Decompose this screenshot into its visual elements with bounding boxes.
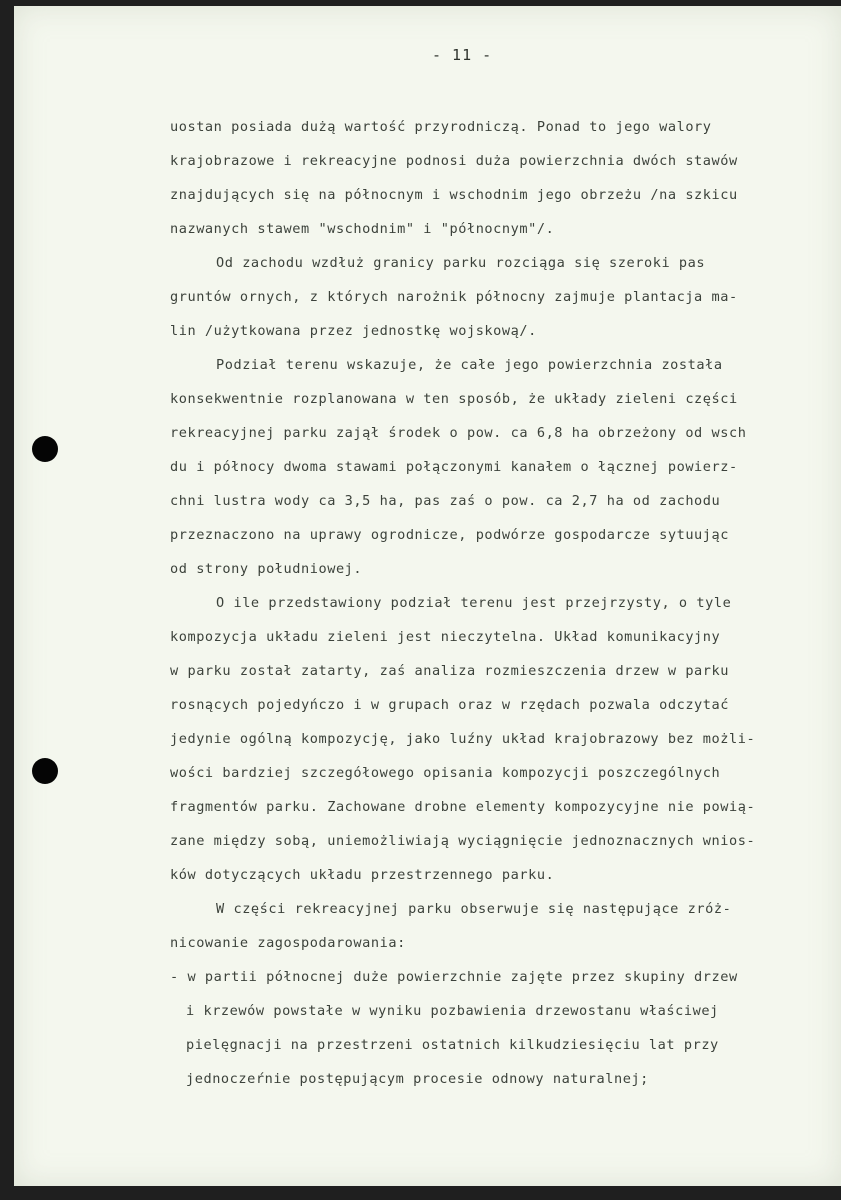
list-item-line: pielęgnacji na przestrzeni ostatnich kilkudziesięciu lat przy (186, 1037, 719, 1053)
text-line: Od zachodu wzdłuż granicy parku rozciąga się szeroki pas (216, 255, 706, 271)
text-line: uostan posiada dużą wartość przyrodniczą. Ponad to jego walory (170, 119, 712, 135)
text-line: O ile przedstawiony podział terenu jest przejrzysty, o tyle (216, 595, 732, 611)
list-item-line: jednoczeŕnie postępującym procesie odnowy naturalnej; (186, 1071, 649, 1087)
text-line: w parku został zatarty, zaś analiza rozmieszczenia drzew w parku (170, 663, 729, 679)
punch-hole (32, 758, 58, 784)
text-line: krajobrazowe i rekreacyjne podnosi duża powierzchnia dwóch stawów (170, 153, 738, 169)
list-item-line: i krzewów powstałe w wyniku pozbawienia drzewostanu właściwej (186, 1003, 719, 1019)
text-line: od strony południowej. (170, 561, 363, 577)
punch-hole (32, 436, 58, 462)
text-line: Podział terenu wskazuje, że całe jego powierzchnia została (216, 357, 723, 373)
text-line: znajdujących się na północnym i wschodnim jego obrzeżu /na szkicu (170, 187, 738, 203)
text-line: rekreacyjnej parku zajął środek o pow. ca 6,8 ha obrzeżony od wsch (170, 425, 747, 441)
text-line: przeznaczono na uprawy ogrodnicze, podwórze gospodarcze sytuując (170, 527, 729, 543)
text-line: W części rekreacyjnej parku obserwuje się następujące zróż- (216, 901, 732, 917)
text-line: lin /użytkowana przez jednostkę wojskową/. (170, 323, 537, 339)
page-number: - 11 - (432, 46, 493, 64)
text-line: fragmentów parku. Zachowane drobne elementy kompozycyjne nie powią- (170, 799, 756, 815)
text-line: ków dotyczących układu przestrzennego parku. (170, 867, 555, 883)
text-line: wości bardziej szczegółowego opisania kompozycji poszczególnych (170, 765, 721, 781)
text-line: konsekwentnie rozplanowana w ten sposób, że układy zieleni części (170, 391, 738, 407)
text-line: zane między sobą, uniemożliwiają wyciągnięcie jednoznacznych wnios- (170, 833, 756, 849)
document-page (14, 6, 841, 1186)
list-item-line: - w partii północnej duże powierzchnie zajęte przez skupiny drzew (170, 969, 738, 985)
text-line: gruntów ornych, z których narożnik północny zajmuje plantacja ma- (170, 289, 738, 305)
text-line: rosnących pojedyńczo i w grupach oraz w rzędach pozwala odczytać (170, 697, 729, 713)
text-line: du i północy dwoma stawami połączonymi kanałem o łącznej powierz- (170, 459, 738, 475)
text-line: nazwanych stawem "wschodnim" i "północnym"/. (170, 221, 555, 237)
text-line: kompozycja układu zieleni jest nieczytelna. Układ komunikacyjny (170, 629, 721, 645)
text-line: chni lustra wody ca 3,5 ha, pas zaś o pow. ca 2,7 ha od zachodu (170, 493, 721, 509)
text-line: jedynie ogólną kompozycję, jako luźny układ krajobrazowy bez możli- (170, 731, 756, 747)
text-line: nicowanie zagospodarowania: (170, 935, 406, 951)
